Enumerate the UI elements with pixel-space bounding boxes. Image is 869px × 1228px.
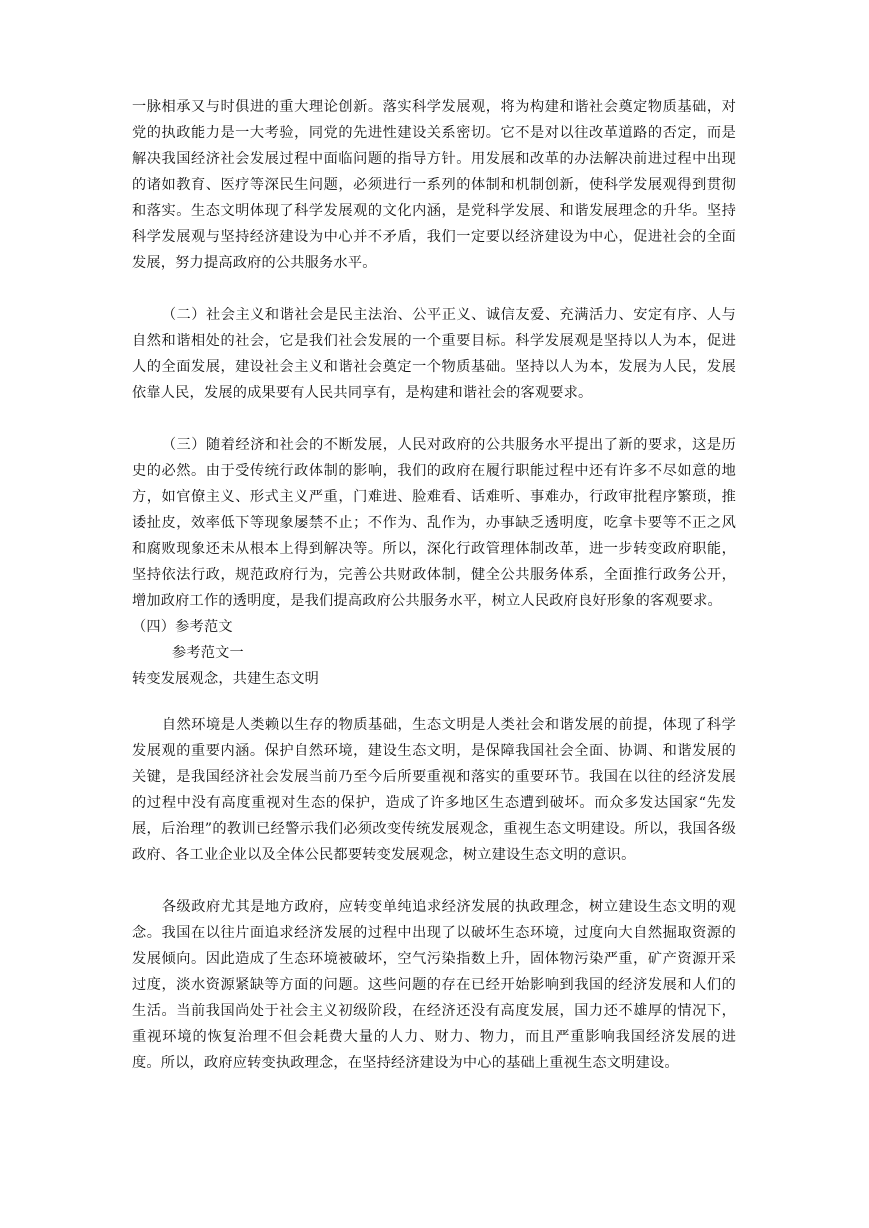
- paragraph-section-three: （三）随着经济和社会的不断发展，人民对政府的公共服务水平提出了新的要求，这是历史的必然。由于受传统行政体制的影响，我们的政府在履行职能过程中还有许多不尽如意的地方，如官僚主义、形式主义严重，门难进、脸难看、话难听、事难办，行政审批程序繁琐，推诿扯皮，效率低下等现象屡禁不止；不作为、乱作为，办事缺乏透明度，吃拿卡要等不正之风和腐败现象还未从根本上得到解决等。所以，深化行政管理体制改革，进一步转变政府职能，坚持依法行政，规范政府行为，完善公共财政体制，健全公共服务体系，全面推行政务公开，增加政府工作的透明度，是我们提高政府公共服务水平，树立人民政府良好形象的客观要求。: [132, 437, 736, 609]
- article-paragraph: 各级政府尤其是地方政府，应转变单纯追求经济发展的执政理念，树立建设生态文明的观念。我国在以往片面追求经济发展的过程中出现了以破坏生态环境，过度向大自然掘取资源的发展倾向。因此造成了生态环境被破坏，空气污染指数上升，固体物污染严重，矿产资源开采过度，淡水资源紧缺等方面的问题。这些问题的存在已经开始影响到我国的经济发展和人们的生活。当前我国尚处于社会主义初级阶段，在经济还没有高度发展，国力还不雄厚的情况下，重视环境的恢复治理不但会耗费大量的人力、财力、物力，而且严重影响我国经济发展的进度。所以，政府应转变执政理念，在坚持经济建设为中心的基础上重视生态文明建设。: [132, 899, 736, 1071]
- sub-heading: 参考范文一: [172, 645, 244, 661]
- paragraph-continuation: 一脉相承又与时俱进的重大理论创新。落实科学发展观，将为构建和谐社会奠定物质基础，对党的执政能力是一大考验，同党的先进性建设关系密切。它不是对以往改革道路的否定，而是解决我国经济社会发展过程中面临问题的指导方针。用发展和改革的办法解决前进过程中出现的诸如教育、医疗等深民生问题，必须进行一系列的体制和机制创新，使科学发展观得到贯彻和落实。生态文明体现了科学发展观的文化内涵，是党科学发展、和谐发展理念的升华。坚持科学发展观与坚持经济建设为中心并不矛盾，我们一定要以经济建设为中心，促进社会的全面发展，努力提高政府的公共服务水平。: [132, 99, 736, 271]
- article-title: 转变发展观念，共建生态文明: [132, 671, 320, 687]
- paragraph-section-two: （二）社会主义和谐社会是民主法治、公平正义、诚信友爱、充满活力、安定有序、人与自然和谐相处的社会，它是我们社会发展的一个重要目标。科学发展观是坚持以人为本，促进人的全面发展，建设社会主义和谐社会奠定一个物质基础。坚持以人为本，发展为人民，发展依靠人民，发展的成果要有人民共同享有，是构建和谐社会的客观要求。: [132, 307, 736, 401]
- section-heading: （四）参考范文: [132, 619, 233, 635]
- document-page: [132, 94, 736, 1076]
- article-paragraph: 自然环境是人类赖以生存的物质基础，生态文明是人类社会和谐发展的前提，体现了科学发展观的重要内涵。保护自然环境，建设生态文明，是保障我国社会全面、协调、和谐发展的关键，是我国经济社会发展当前乃至今后所要重视和落实的重要环节。我国在以往的经济发展的过程中没有高度重视对生态的保护，造成了许多地区生态遭到破坏。而众多发达国家“先发展，后治理”的教训已经警示我们必须改变传统发展观念，重视生态文明建设。所以，我国各级政府、各工业企业以及全体公民都要转变发展观念，树立建设生态文明的意识。: [132, 717, 736, 863]
